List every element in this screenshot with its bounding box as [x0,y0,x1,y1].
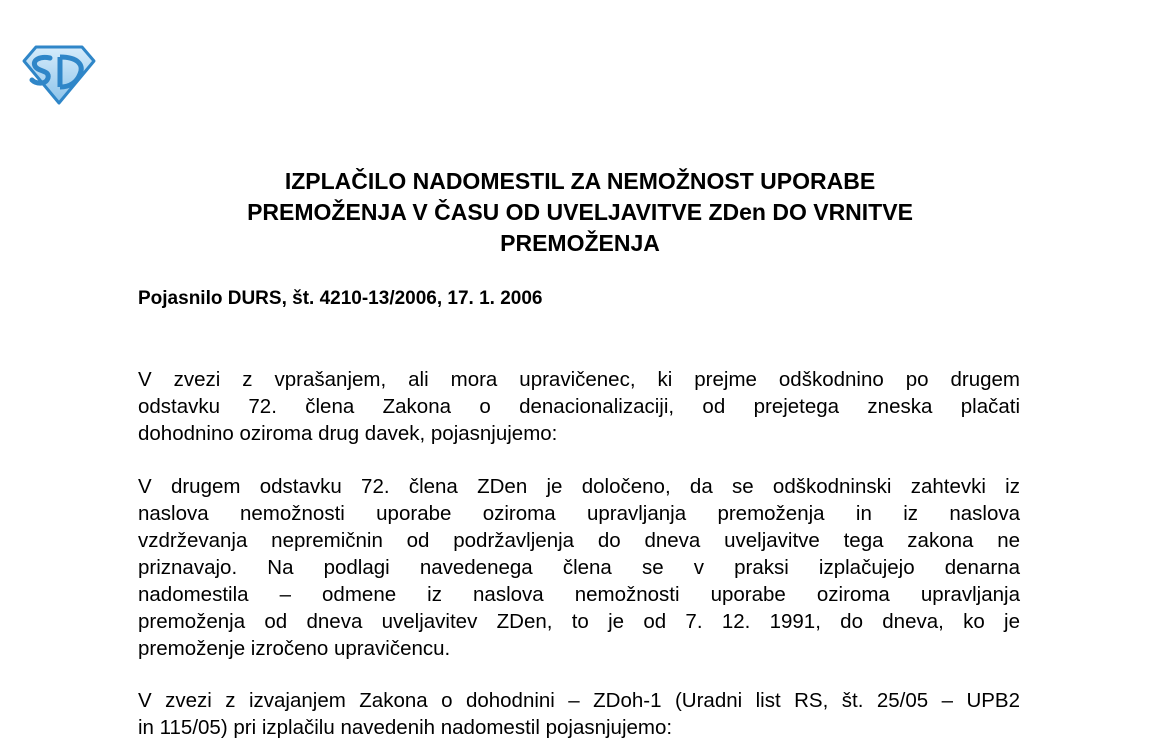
paragraph-1 [138,366,1020,447]
paragraph-line: premoženja od dneva uveljavitev ZDen, to je od 7. 12. 1991, do dneva, ko je [138,610,1020,633]
logo-icon [20,44,98,106]
paragraph-3 [138,687,1020,741]
title-line: PREMOŽENJA [500,230,660,256]
document-title [130,166,1030,259]
paragraph-line: priznavajo. Na podlagi navedenega člena se v praksi izplačujejo denarna [138,556,1020,579]
paragraph-line: in 115/05) pri izplačilu navedenih nadomestil pojasnjujemo: [138,716,673,739]
paragraph-line: premoženje izročeno upravičencu. [138,637,451,660]
paragraph-line: dohodnino oziroma drug davek, pojasnjujemo: [138,422,558,445]
paragraph-line: vzdrževanja nepremičnin od podržavljenja do dneva uveljavitve tega zakona ne [138,529,1020,552]
paragraph-line: V zvezi z izvajanjem Zakona o dohodnini – ZDoh-1 (Uradni list RS, št. 25/05 – UPB2 [138,689,1020,712]
document-subtitle: Pojasnilo DURS, št. 4210-13/2006, 17. 1. 2006 [138,288,543,309]
title-line: IZPLAČILO NADOMESTIL ZA NEMOŽNOST UPORABE [284,168,876,194]
title-line: PREMOŽENJA V ČASU OD UVELJAVITVE ZDen DO VRNITVE [247,199,913,225]
paragraph-line: nadomestila – odmene iz naslova nemožnosti uporabe oziroma upravljanja [138,583,1020,606]
paragraph-line: V drugem odstavku 72. člena ZDen je določeno, da se odškodninski zahtevki iz [138,475,1020,498]
paragraph-line: naslova nemožnosti uporabe oziroma upravljanja premoženja in iz naslova [138,502,1020,525]
paragraph-2 [138,473,1020,662]
paragraph-line: odstavku 72. člena Zakona o denacionalizaciji, od prejetega zneska plačati [138,395,1020,418]
paragraph-line: V zvezi z vprašanjem, ali mora upravičenec, ki prejme odškodnino po drugem [138,368,1020,391]
